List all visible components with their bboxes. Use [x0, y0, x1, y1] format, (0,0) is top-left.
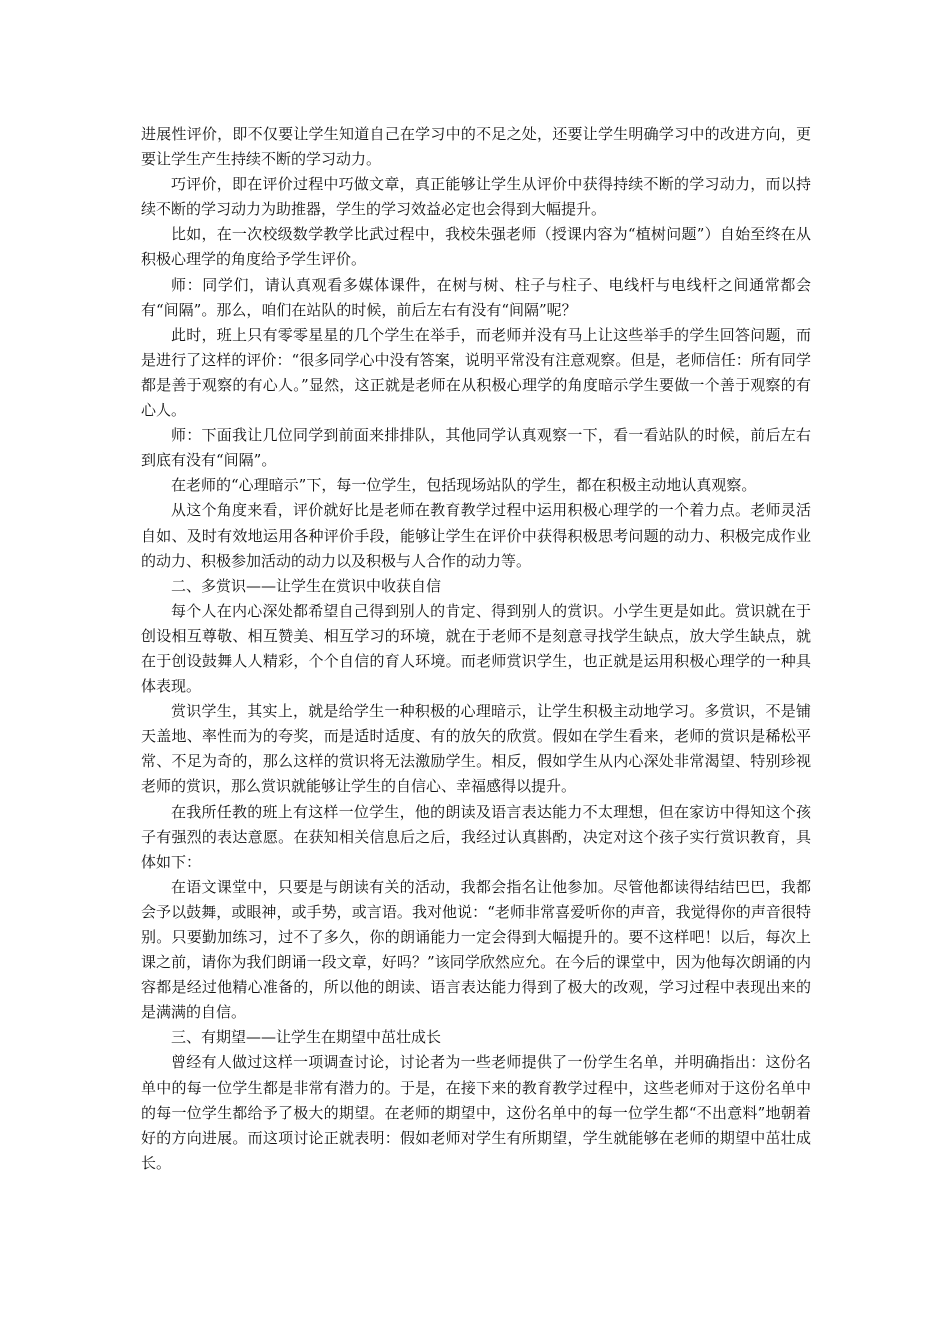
paragraph: 在语文课堂中，只要是与朗读有关的活动，我都会指名让他参加。尽管他都读得结结巴巴，我都会予以鼓舞，或眼神，或手势，或言语。我对他说：“老师非常喜爱听你的声音，我觉得你的声音很特别。只要勤加练习，过不了多久，你的朗诵能力一定会得到大幅提升的。要不这样吧！以后，每次上课之前，请你为我们朗诵一段文章，好吗？”该同学欣然应允。在今后的课堂中，因为他每次朗诵的内容都是经过他精心准备的，所以他的朗读、语言表达能力得到了极大的改观，学习过程中表现出来的是满满的自信。	[141, 877, 811, 1022]
section-heading: 二、多赏识——让学生在赏识中收获自信	[171, 576, 442, 595]
paragraph: 在老师的“心理暗示”下，每一位学生，包括现场站队的学生，都在积极主动地认真观察。	[171, 476, 757, 495]
section-heading: 三、有期望——让学生在期望中茁壮成长	[171, 1028, 442, 1047]
paragraph: 每个人在内心深处都希望自己得到别人的肯定、得到别人的赏识。小学生更是如此。赏识就在于创设相互尊敬、相互赞美、相互学习的环境，就在于老师不是刻意寻找学生缺点，放大学生缺点，就在于创设鼓舞人人精彩，个个自信的育人环境。而老师赏识学生，也正就是运用积极心理学的一种具体表现。	[141, 601, 811, 696]
paragraph: 赏识学生，其实上，就是给学生一种积极的心理暗示，让学生积极主动地学习。多赏识，不是铺天盖地、率性而为的夸奖，而是适时适度、有的放矢的欣赏。假如在学生看来，老师的赏识是稀松平常、不足为奇的，那么这样的赏识将无法激励学生。相反，假如学生从内心深处非常渴望、特别珍视老师的赏识，那么赏识就能够让学生的自信心、幸福感得以提升。	[141, 702, 811, 796]
document-body	[141, 122, 811, 1176]
paragraph: 此时，班上只有零零星星的几个学生在举手，而老师并没有马上让这些举手的学生回答问题，而是进行了这样的评价：“很多同学心中没有答案，说明平常没有注意观察。但是，老师信任：所有同学都是善于观察的有心人。”显然，这正就是老师在从积极心理学的角度暗示学生要做一个善于观察的有心人。	[141, 325, 811, 420]
paragraph: 在我所任教的班上有这样一位学生，他的朗读及语言表达能力不太理想，但在家访中得知这个孩子有强烈的表达意愿。在获知相关信息后之后，我经过认真斟酌，决定对这个孩子实行赏识教育，具体如下：	[141, 802, 811, 871]
paragraph: 从这个角度来看，评价就好比是老师在教育教学过程中运用积极心理学的一个着力点。老师灵活自如、及时有效地运用各种评价手段，能够让学生在评价中获得积极思考问题的动力、积极完成作业的动力、积极参加活动的动力以及积极与人合作的动力等。	[141, 501, 811, 570]
paragraph: 师：下面我让几位同学到前面来排排队，其他同学认真观察一下，看一看站队的时候，前后左右到底有没有“间隔”。	[141, 426, 811, 470]
paragraph: 师：同学们，请认真观看多媒体课件，在树与树、柱子与柱子、电线杆与电线杆之间通常都会有“间隔”。那么，咱们在站队的时候，前后左右有没有“间隔”呢？	[141, 275, 811, 319]
paragraph-continuation: 进展性评价，即不仅要让学生知道自己在学习中的不足之处，还要让学生明确学习中的改进方向，更要让学生产生持续不断的学习动力。	[141, 125, 811, 169]
paragraph: 巧评价，即在评价过程中巧做文章，真正能够让学生从评价中获得持续不断的学习动力，而以持续不断的学习动力为助推器，学生的学习效益必定也会得到大幅提升。	[141, 175, 811, 219]
paragraph: 曾经有人做过这样一项调查讨论，讨论者为一些老师提供了一份学生名单，并明确指出：这份名单中的每一位学生都是非常有潜力的。于是，在接下来的教育教学过程中，这些老师对于这份名单中的每一位学生都给予了极大的期望。在老师的期望中，这份名单中的每一位学生都“不出意料”地朝着好的方向进展。而这项讨论正就表明：假如老师对学生有所期望，学生就能够在老师的期望中茁壮成长。	[141, 1053, 811, 1172]
paragraph: 比如，在一次校级数学教学比武过程中，我校朱强老师（授课内容为“植树问题”）自始至终在从积极心理学的角度给予学生评价。	[141, 225, 811, 269]
